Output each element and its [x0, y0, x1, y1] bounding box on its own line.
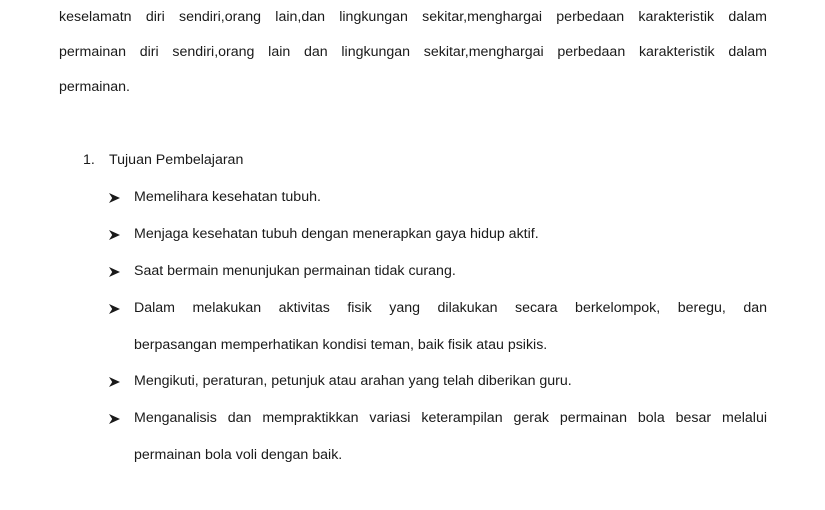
section-title: Tujuan Pembelajaran	[109, 152, 244, 168]
arrowhead-bullet-icon	[109, 253, 123, 290]
list-item-text: Memelihara kesehatan tubuh.	[134, 189, 321, 205]
arrowhead-bullet-icon	[109, 400, 123, 437]
list-item-text: Mengikuti, peraturan, petunjuk atau arahan yang telah diberikan guru.	[134, 373, 572, 389]
arrowhead-bullet-icon	[109, 290, 123, 327]
arrowhead-bullet-icon	[109, 179, 123, 216]
section-heading	[83, 142, 767, 179]
intro-paragraph	[59, 0, 767, 105]
list-item	[83, 179, 767, 216]
list-item	[83, 253, 767, 290]
list-item	[83, 400, 767, 473]
list-item	[83, 216, 767, 253]
list-item-text: Menjaga kesehatan tubuh dengan menerapkan gaya hidup aktif.	[134, 226, 539, 242]
arrowhead-bullet-icon	[109, 363, 123, 400]
list-item-text: Menganalisis dan mempraktikkan variasi keterampilan gerak permainan bola besar melalui	[134, 410, 767, 426]
list-item-text: berpasangan memperhatikan kondisi teman, baik fisik atau psikis.	[134, 337, 548, 353]
list-item-text: permainan bola voli dengan baik.	[134, 447, 343, 463]
list-item	[83, 290, 767, 363]
paragraph-line: permainan.	[59, 79, 130, 95]
list-item-text: Saat bermain menunjukan permainan tidak curang.	[134, 263, 456, 279]
list-item-text: Dalam melakukan aktivitas fisik yang dilakukan secara berkelompok, beregu, dan	[134, 300, 767, 316]
paragraph-line: permainan diri sendiri,orang lain dan lingkungan sekitar,menghargai perbedaan karakteristik dalam	[59, 44, 767, 60]
objectives-list	[83, 179, 767, 473]
list-item	[83, 363, 767, 400]
paragraph-line: keselamatn diri sendiri,orang lain,dan lingkungan sekitar,menghargai perbedaan karakteristik dalam	[59, 9, 767, 25]
arrowhead-bullet-icon	[109, 216, 123, 253]
section-number: 1.	[83, 152, 95, 168]
learning-objectives-section	[83, 142, 767, 473]
